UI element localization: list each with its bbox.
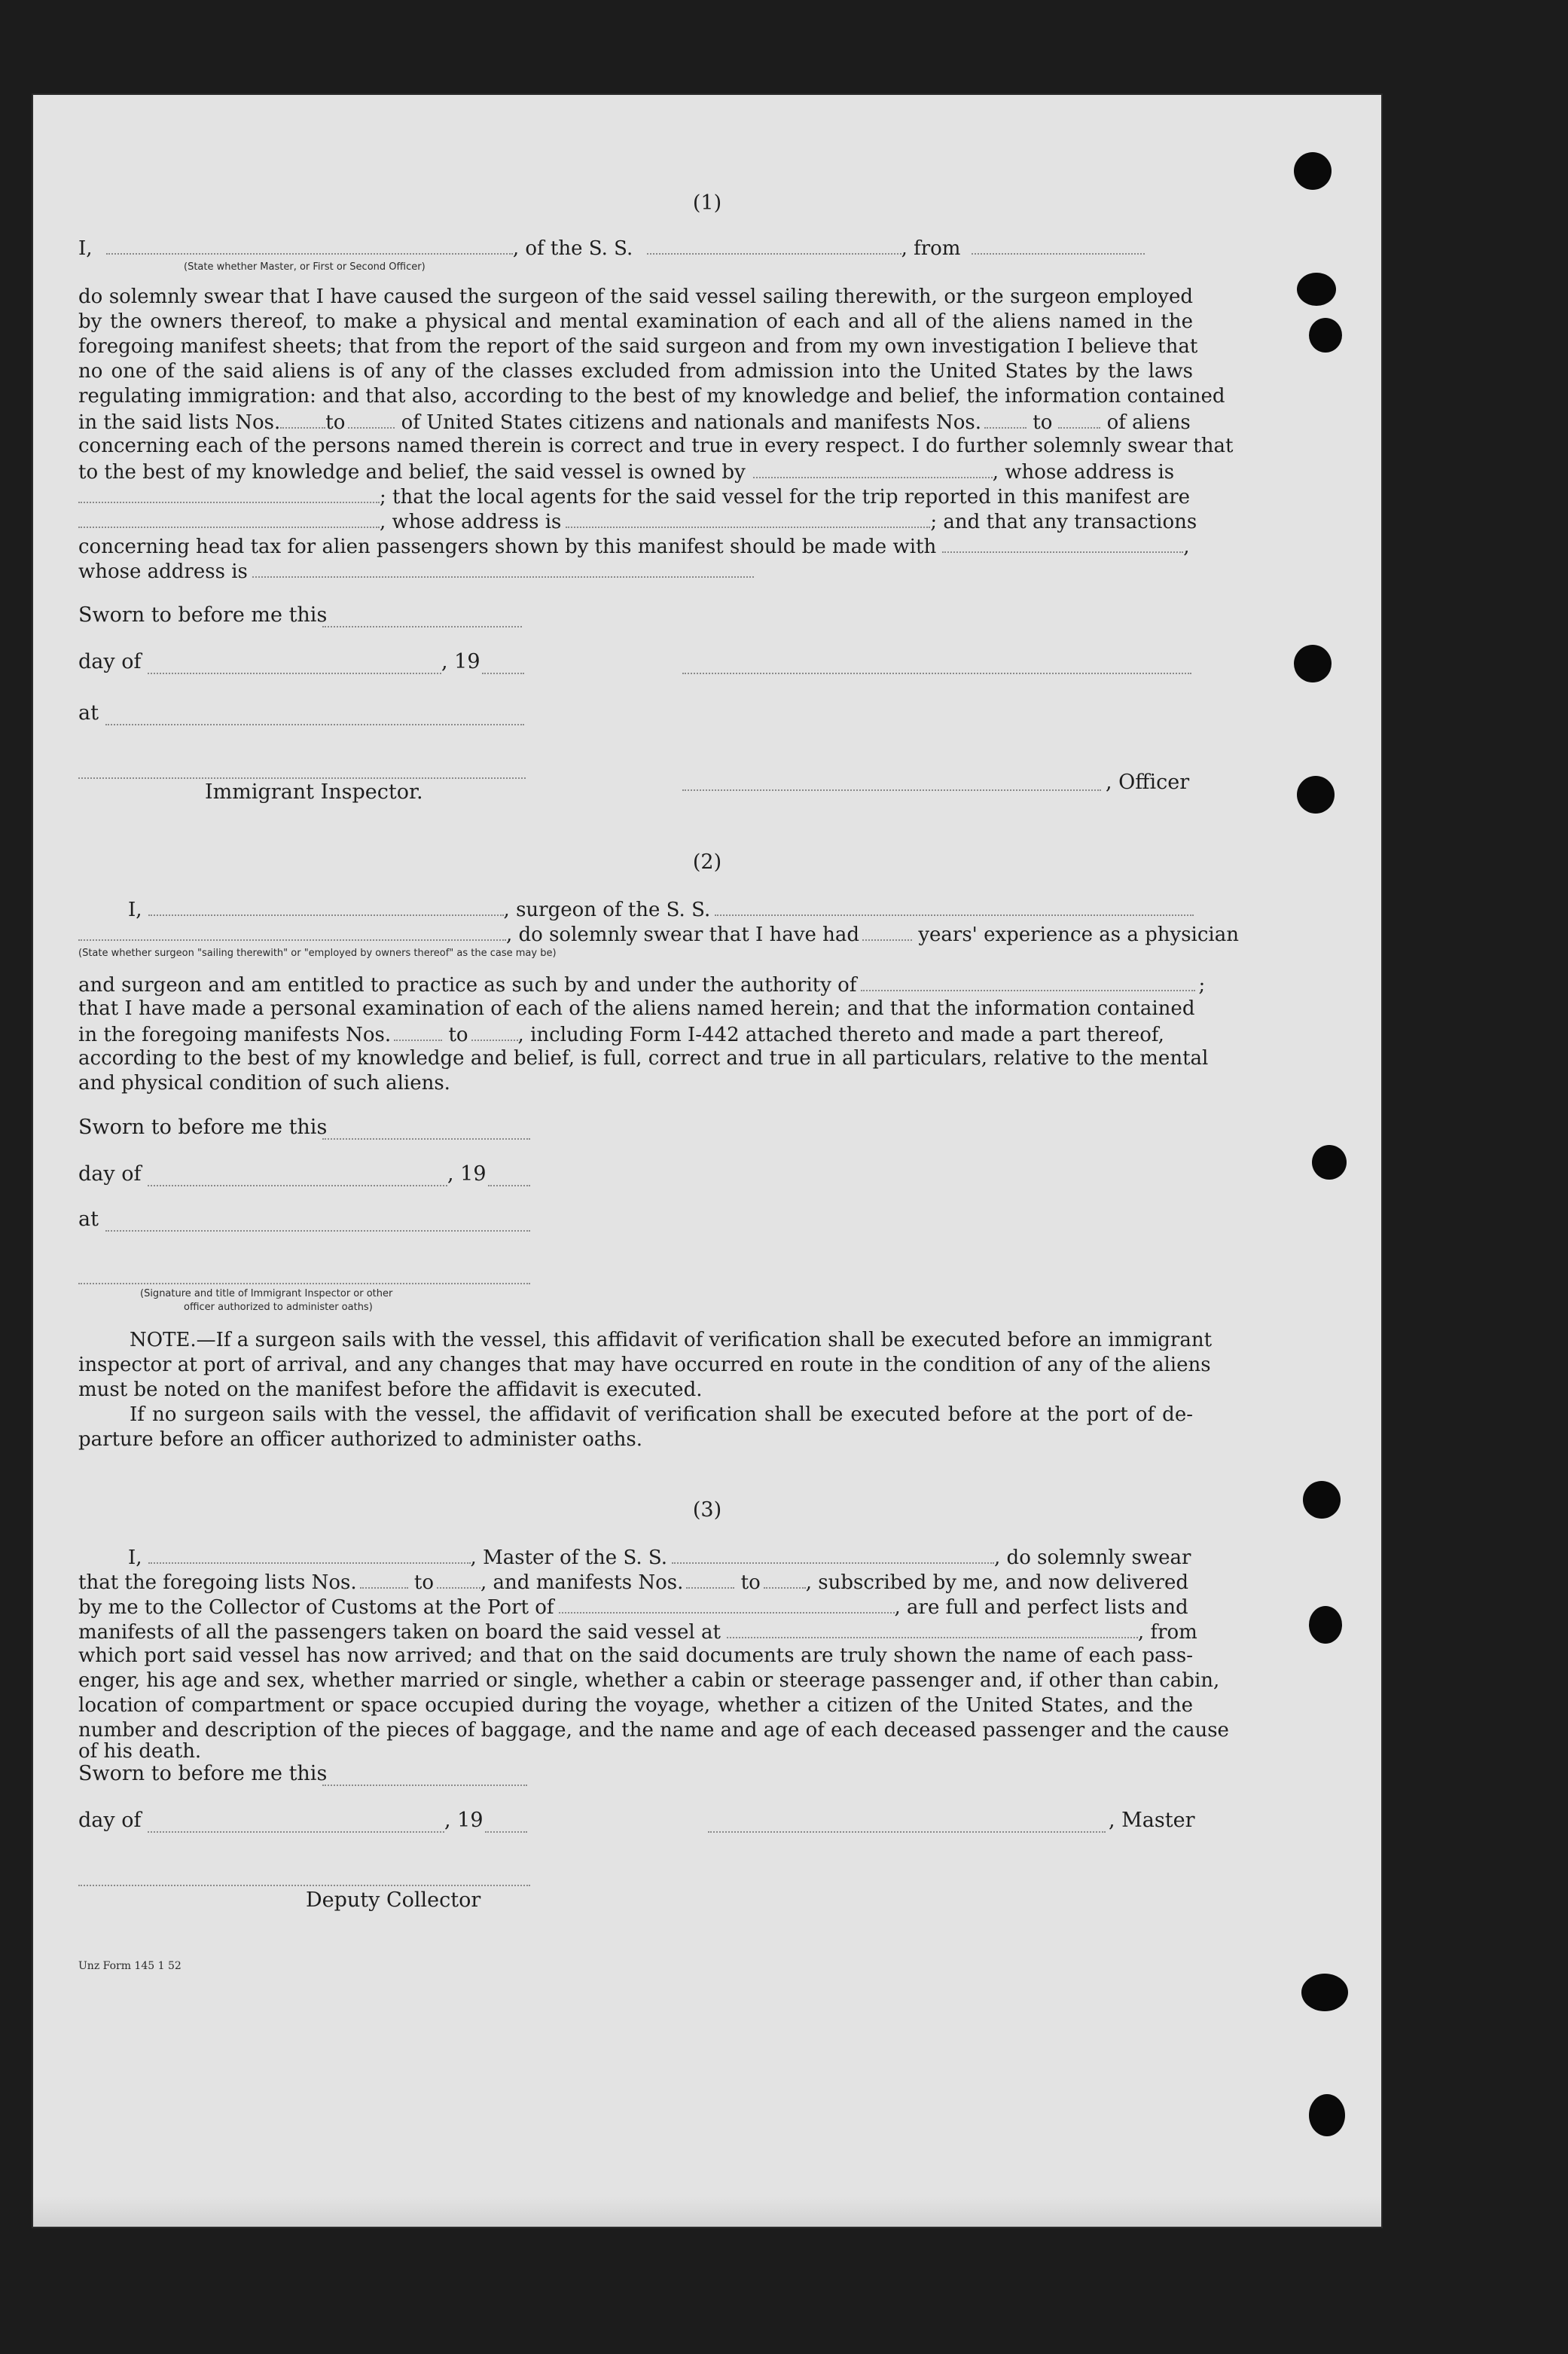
owner-address-field[interactable] bbox=[78, 484, 380, 503]
port-label: by me to the Collector of Customs at the Port of bbox=[78, 1596, 554, 1619]
master-line-4 bbox=[78, 1619, 1197, 1645]
master-line-1 bbox=[78, 1544, 1193, 1571]
at-field[interactable] bbox=[105, 1229, 530, 1232]
from-label: , from bbox=[901, 237, 961, 260]
master-of-label: , Master of the S. S. bbox=[470, 1546, 668, 1569]
body-line: location of compartment or space occupied during the voyage, whether a citizen of the United States, and the bbox=[78, 1694, 1193, 1717]
address-label: , whose address is bbox=[380, 511, 562, 533]
at-field[interactable] bbox=[105, 722, 524, 725]
punch-hole bbox=[1294, 645, 1332, 682]
owner-field[interactable] bbox=[753, 459, 993, 478]
year-label: , 19 bbox=[441, 650, 480, 673]
body-line: of his death. bbox=[78, 1740, 202, 1763]
body-line: enger, his age and sex, whether married or single, whether a cabin or steerage passenger and, if other than cabin, bbox=[78, 1669, 1220, 1692]
signature-note: officer authorized to administer oaths) bbox=[184, 1302, 373, 1313]
body-line: regulating immigration: and that also, according to the best of my knowledge and belief, the information contained bbox=[78, 385, 1225, 408]
punch-hole bbox=[1309, 1606, 1342, 1644]
punch-hole bbox=[1309, 318, 1342, 353]
origin-field[interactable] bbox=[972, 235, 1145, 255]
lists-label: that the foregoing lists Nos. bbox=[78, 1571, 357, 1594]
intro-i: I, bbox=[128, 1546, 142, 1569]
note-line: must be noted on the manifest before the affidavit is executed. bbox=[78, 1379, 703, 1401]
headtax-address-field[interactable] bbox=[252, 558, 754, 578]
of-the-ss: , of the S. S. bbox=[512, 237, 633, 260]
manifest-from-field[interactable] bbox=[686, 1569, 734, 1589]
page-shadow bbox=[33, 2197, 1381, 2227]
semicolon: ; bbox=[1198, 974, 1206, 997]
master-line-2 bbox=[78, 1569, 1193, 1595]
at-label: at bbox=[78, 1208, 99, 1231]
body-line: that I have made a personal examination of each of the aliens named herein; and that the information contained bbox=[78, 997, 1195, 1020]
experience-label: years' experience as a physician bbox=[918, 924, 1239, 946]
body-line: foregoing manifest sheets; that from the report of the said surgeon and from my own investigation I believe that bbox=[78, 335, 1198, 358]
body-line: according to the best of my knowledge and belief, is full, correct and true in all particulars, relative to the mental bbox=[78, 1047, 1209, 1070]
boarding-port-field[interactable] bbox=[727, 1619, 1138, 1638]
sworn-date-field[interactable] bbox=[322, 1137, 530, 1140]
manifest-line bbox=[78, 1021, 1193, 1048]
comma: , bbox=[1183, 536, 1190, 558]
year-field[interactable] bbox=[488, 1183, 530, 1186]
list-to-field[interactable] bbox=[437, 1569, 480, 1589]
body-line: concerning each of the persons named therein is correct and true in every respect. I do further solemnly swear that bbox=[78, 435, 1234, 457]
sworn-date-field[interactable] bbox=[322, 624, 522, 627]
section-1-heading: (1) bbox=[692, 191, 722, 215]
note-line: parture before an officer authorized to administer oaths. bbox=[78, 1428, 643, 1451]
surgeon-of-label: , surgeon of the S. S. bbox=[503, 899, 711, 921]
note-line: inspector at port of arrival, and any changes that may have occurred en route in the condition of any of the aliens bbox=[78, 1354, 1211, 1376]
agents-address-line bbox=[78, 508, 1197, 535]
section-2-heading: (2) bbox=[692, 850, 722, 874]
day-of-field[interactable] bbox=[148, 1183, 447, 1186]
punch-hole bbox=[1301, 1974, 1348, 2011]
manifest-to-field[interactable] bbox=[764, 1569, 806, 1589]
surgeon-line-2 bbox=[78, 921, 1239, 948]
sworn-label: Sworn to before me this bbox=[78, 1762, 328, 1785]
master-name-field[interactable] bbox=[148, 1544, 471, 1564]
surgeon-line-1 bbox=[78, 896, 1193, 923]
headtax-contact-field[interactable] bbox=[942, 533, 1183, 553]
signature-note: (Signature and title of Immigrant Inspector or other bbox=[140, 1288, 393, 1299]
to-label: to bbox=[325, 411, 346, 434]
body-line: no one of the said aliens is of any of the classes excluded from admission into the United States by the laws bbox=[78, 360, 1193, 383]
swear-label: , do solemnly swear that I have had bbox=[506, 924, 860, 946]
aliens-label: of aliens bbox=[1106, 411, 1191, 434]
authority-label: and surgeon and am entitled to practice as such by and under the authority of bbox=[78, 974, 857, 997]
sworn-date-field[interactable] bbox=[322, 1783, 527, 1786]
inspector-signature-field[interactable] bbox=[78, 776, 526, 779]
day-of-field[interactable] bbox=[148, 1830, 444, 1833]
form-label: , including Form I-442 attached thereto and made a part thereof, bbox=[517, 1024, 1164, 1046]
to-label: to bbox=[1033, 411, 1053, 434]
note-line: NOTE.—If a surgeon sails with the vessel, this affidavit of verification shall be executed before an immigrant bbox=[130, 1329, 1213, 1351]
lists-label: in the said lists Nos. bbox=[78, 411, 281, 434]
manifests-label: in the foregoing manifests Nos. bbox=[78, 1024, 392, 1046]
year-label: , 19 bbox=[444, 1809, 484, 1832]
punch-hole bbox=[1312, 1145, 1347, 1180]
day-of-label: day of bbox=[78, 650, 142, 673]
master-vessel-field[interactable] bbox=[672, 1544, 994, 1564]
authority-field[interactable] bbox=[861, 972, 1195, 991]
surgeon-vessel-field[interactable] bbox=[715, 896, 1194, 916]
day-of-label: day of bbox=[78, 1162, 142, 1186]
intro-i: I, bbox=[78, 237, 93, 260]
sworn-label: Sworn to before me this bbox=[78, 603, 328, 627]
day-of-field[interactable] bbox=[148, 671, 441, 674]
list-to-field[interactable] bbox=[348, 409, 395, 429]
to-label: to bbox=[740, 1571, 761, 1594]
citizens-label: of United States citizens and nationals and manifests Nos. bbox=[401, 411, 981, 434]
boarded-label: manifests of all the passengers taken on board the said vessel at bbox=[78, 1621, 721, 1644]
address-label: , whose address is bbox=[992, 461, 1175, 484]
body-line: do solemnly swear that I have caused the surgeon of the said vessel sailing therewith, or the surgeon employed bbox=[78, 285, 1193, 308]
punch-hole bbox=[1309, 2094, 1345, 2136]
master-label: , Master bbox=[1109, 1809, 1195, 1832]
whose-address-line bbox=[78, 558, 1193, 585]
manifest-to-field[interactable] bbox=[1058, 409, 1100, 429]
list-from-field[interactable] bbox=[280, 409, 325, 429]
officer-title-field[interactable] bbox=[682, 788, 1101, 791]
subscribed-label: , subscribed by me, and now delivered bbox=[805, 1571, 1189, 1594]
punch-hole bbox=[1294, 152, 1332, 190]
agents-field[interactable] bbox=[78, 508, 380, 528]
body-line: which port said vessel has now arrived; and that on the said documents are truly shown the name of each pass- bbox=[78, 1644, 1193, 1667]
officer-name-field[interactable] bbox=[106, 235, 513, 255]
to-label: to bbox=[413, 1571, 435, 1594]
at-label: at bbox=[78, 701, 99, 725]
agents-address-field[interactable] bbox=[566, 508, 930, 528]
owned-label: to the best of my knowledge and belief, the said vessel is owned by bbox=[78, 461, 746, 484]
section-1-intro-line bbox=[78, 235, 1193, 261]
whose-address-label: whose address is bbox=[78, 560, 248, 583]
manifest-to-field[interactable] bbox=[471, 1021, 518, 1041]
from-label: , from bbox=[1137, 1621, 1197, 1644]
years-field[interactable] bbox=[862, 921, 912, 941]
deputy-signature-field[interactable] bbox=[78, 1883, 530, 1886]
note-line: If no surgeon sails with the vessel, the affidavit of verification shall be executed before at the port of de- bbox=[130, 1403, 1193, 1426]
swear-label: , do solemnly swear bbox=[994, 1546, 1191, 1569]
surgeon-type-field[interactable] bbox=[78, 921, 506, 941]
body-line: and physical condition of such aliens. bbox=[78, 1072, 450, 1095]
intro-i: I, bbox=[128, 899, 142, 921]
officer-note: (State whether Master, or First or Second Officer) bbox=[184, 261, 426, 273]
year-field[interactable] bbox=[482, 671, 524, 674]
manifest-from-field[interactable] bbox=[394, 1021, 442, 1041]
agents-line bbox=[78, 484, 1193, 510]
master-line-3 bbox=[78, 1594, 1193, 1620]
deputy-label: Deputy Collector bbox=[306, 1888, 481, 1912]
vessel-name-field[interactable] bbox=[647, 235, 901, 255]
inspector-signature-field[interactable] bbox=[78, 1281, 530, 1284]
transactions-label: ; and that any transactions bbox=[930, 511, 1197, 533]
headtax-label: concerning head tax for alien passengers shown by this manifest should be made with bbox=[78, 536, 937, 558]
port-field[interactable] bbox=[559, 1594, 895, 1614]
year-field[interactable] bbox=[485, 1830, 527, 1833]
officer-signature-field[interactable] bbox=[682, 671, 1191, 674]
form-id: Unz Form 145 1 52 bbox=[78, 1960, 182, 1972]
officer-label: , Officer bbox=[1106, 771, 1190, 794]
body-line: by the owners thereof, to make a physical and mental examination of each and all of the aliens named in the bbox=[78, 310, 1193, 333]
perfect-label: , are full and perfect lists and bbox=[894, 1596, 1188, 1619]
punch-hole bbox=[1297, 273, 1336, 306]
owned-line bbox=[78, 459, 1193, 485]
surgeon-name-field[interactable] bbox=[148, 896, 504, 916]
to-label: to bbox=[448, 1024, 468, 1046]
sworn-label: Sworn to before me this bbox=[78, 1116, 328, 1139]
master-signature-field[interactable] bbox=[708, 1830, 1106, 1833]
surgeon-note: (State whether surgeon "sailing therewith" or "employed by owners thereof" as the case may be) bbox=[78, 948, 557, 959]
year-label: , 19 bbox=[447, 1162, 487, 1186]
punch-hole bbox=[1297, 776, 1335, 814]
agents-label: ; that the local agents for the said vessel for the trip reported in this manifest are bbox=[380, 486, 1191, 508]
authority-line bbox=[78, 972, 1206, 998]
section-3-heading: (3) bbox=[692, 1498, 722, 1522]
day-of-label: day of bbox=[78, 1809, 142, 1832]
inspector-label: Immigrant Inspector. bbox=[205, 780, 423, 804]
list-from-field[interactable] bbox=[360, 1569, 408, 1589]
body-line: number and description of the pieces of baggage, and the name and age of each deceased passenger and the cause bbox=[78, 1719, 1229, 1742]
headtax-line bbox=[78, 533, 1193, 560]
lists-line bbox=[78, 409, 1193, 435]
manifests-label: , and manifests Nos. bbox=[480, 1571, 684, 1594]
manifest-from-field[interactable] bbox=[984, 409, 1027, 429]
